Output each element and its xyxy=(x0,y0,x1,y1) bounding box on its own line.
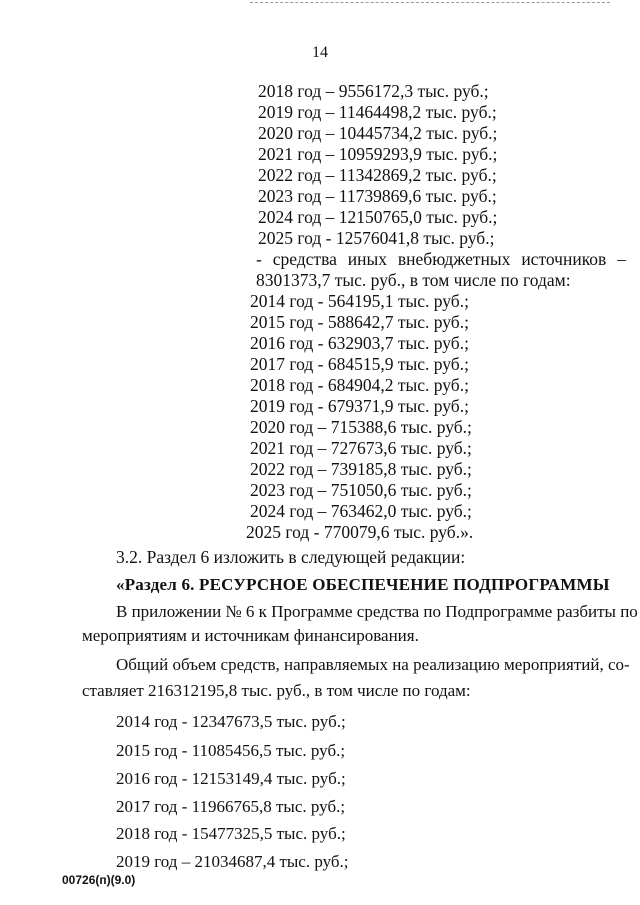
extra-budget-total: 8301373,7 тыс. руб., в том числе по годам: xyxy=(256,270,571,290)
funding-line: 2018 год - 684904,2 тыс. руб.; xyxy=(250,375,469,395)
funding-line: 2025 год - 770079,6 тыс. руб.». xyxy=(246,522,474,542)
funding-line: 2024 год – 763462,0 тыс. руб.; xyxy=(250,501,472,521)
funding-line: 2021 год – 10959293,9 тыс. руб.; xyxy=(258,144,498,164)
funding-line: 2024 год – 12150765,0 тыс. руб.; xyxy=(258,207,498,227)
funding-line: 2016 год - 12153149,4 тыс. руб.; xyxy=(116,769,346,788)
extra-budget-line xyxy=(256,249,626,269)
funding-line: 2020 год – 715388,6 тыс. руб.; xyxy=(250,417,472,437)
word: внебюджетных xyxy=(397,249,511,269)
funding-line: 2018 год - 15477325,5 тыс. руб.; xyxy=(116,824,346,843)
funding-line: 2022 год – 739185,8 тыс. руб.; xyxy=(250,459,472,479)
funding-line: 2018 год – 9556172,3 тыс. руб.; xyxy=(258,81,489,101)
funding-line: 2020 год – 10445734,2 тыс. руб.; xyxy=(258,123,498,143)
funding-line: 2025 год - 12576041,8 тыс. руб.; xyxy=(258,228,495,248)
funding-line: 2019 год - 679371,9 тыс. руб.; xyxy=(250,396,469,416)
paragraph-line: В приложении № 6 к Программе средства по Подпрограмме разбиты по xyxy=(116,602,638,621)
funding-line: 2017 год - 11966765,8 тыс. руб.; xyxy=(116,797,346,816)
word: - xyxy=(256,249,262,269)
funding-line: 2019 год – 11464498,2 тыс. руб.; xyxy=(258,102,497,122)
word: – xyxy=(617,249,626,269)
section-intro: 3.2. Раздел 6 изложить в следующей редакции: xyxy=(116,547,466,567)
word: источников xyxy=(521,249,607,269)
funding-line: 2022 год – 11342869,2 тыс. руб.; xyxy=(258,165,497,185)
funding-line: 2014 год - 564195,1 тыс. руб.; xyxy=(250,291,469,311)
page-number: 14 xyxy=(312,44,328,61)
section-heading: «Раздел 6. РЕСУРСНОЕ ОБЕСПЕЧЕНИЕ ПОДПРОГРАММЫ xyxy=(116,575,610,594)
funding-line: 2017 год - 684515,9 тыс. руб.; xyxy=(250,354,469,374)
paragraph-line: мероприятиям и источникам финансирования. xyxy=(82,626,419,645)
funding-line: 2014 год - 12347673,5 тыс. руб.; xyxy=(116,712,346,731)
funding-line: 2021 год – 727673,6 тыс. руб.; xyxy=(250,438,472,458)
funding-line: 2015 год - 588642,7 тыс. руб.; xyxy=(250,312,469,332)
funding-line: 2019 год – 21034687,4 тыс. руб.; xyxy=(116,852,349,871)
word: иных xyxy=(347,249,388,269)
funding-line: 2015 год - 11085456,5 тыс. руб.; xyxy=(116,741,346,760)
paragraph-line: ставляет 216312195,8 тыс. руб., в том числе по годам: xyxy=(82,681,471,700)
scan-edge-line xyxy=(250,2,610,3)
paragraph-line: Общий объем средств, направляемых на реализацию мероприятий, со- xyxy=(116,655,630,674)
funding-line: 2023 год – 751050,6 тыс. руб.; xyxy=(250,480,472,500)
word: средства xyxy=(272,249,337,269)
funding-line: 2016 год - 632903,7 тыс. руб.; xyxy=(250,333,469,353)
document-code: 00726(п)(9.0) xyxy=(62,873,136,887)
funding-line: 2023 год – 11739869,6 тыс. руб.; xyxy=(258,186,497,206)
